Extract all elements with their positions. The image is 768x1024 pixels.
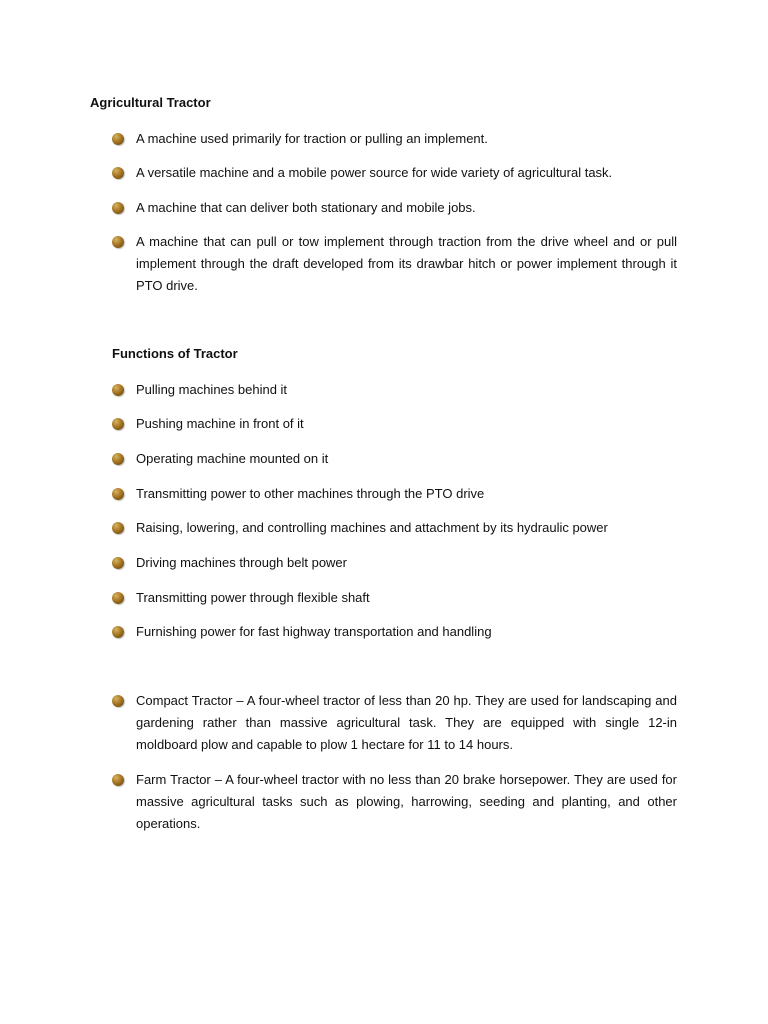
list-item (112, 590, 677, 609)
list-item (112, 520, 677, 539)
list-item (112, 555, 677, 574)
list-item (112, 693, 677, 756)
list-item-text: Operating machine mounted on it (136, 451, 329, 466)
heading-agricultural-tractor: Agricultural Tractor (90, 95, 211, 110)
list-item (112, 624, 677, 643)
list-item-text: A machine that can pull or tow implement through traction from the drive wheel and or pull implement through the draft developed from its drawbar hitch or power implement through it PTO drive. (136, 234, 677, 293)
list-item-text: Pushing machine in front of it (136, 416, 304, 431)
list-item (112, 486, 677, 505)
list-item (112, 416, 677, 435)
list-item-text: Pulling machines behind it (136, 382, 288, 397)
bullet-icon (112, 453, 124, 465)
list-item (112, 165, 677, 184)
list-item-text: A machine that can deliver both stationary and mobile jobs. (136, 200, 476, 215)
list-item-text: Furnishing power for fast highway transportation and handling (136, 624, 492, 639)
bullet-icon (112, 774, 124, 786)
list-item-text: A versatile machine and a mobile power source for wide variety of agricultural task. (136, 165, 613, 180)
list-item-text: Farm Tractor – A four-wheel tractor with no less than 20 brake horsepower. They are used for massive agricultural tasks such as plowing, harrowing, seeding and planting, and other operations. (136, 772, 677, 831)
bullet-icon (112, 418, 124, 430)
list-item (112, 200, 677, 219)
bullet-icon (112, 522, 124, 534)
list-item-text: Transmitting power through flexible shaft (136, 590, 370, 605)
list-item (112, 772, 677, 835)
bullet-icon (112, 167, 124, 179)
list-item-text: Driving machines through belt power (136, 555, 347, 570)
list-item-text: A machine used primarily for traction or pulling an implement. (136, 131, 488, 146)
list-item (112, 234, 677, 297)
bullet-icon (112, 695, 124, 707)
list-item (112, 451, 677, 470)
bullet-icon (112, 384, 124, 396)
bullet-icon (112, 202, 124, 214)
bullet-icon (112, 626, 124, 638)
heading-functions-of-tractor: Functions of Tractor (112, 346, 238, 361)
list-item-text: Transmitting power to other machines through the PTO drive (136, 486, 485, 501)
list-item (112, 131, 677, 150)
bullet-icon (112, 592, 124, 604)
list-item-text: Compact Tractor – A four-wheel tractor of less than 20 hp. They are used for landscaping and gardening rather than massive agricultural task. They are equipped with single 12-in moldboard plow and capable to plow 1 hectare for 11 to 14 hours. (136, 693, 677, 752)
bullet-icon (112, 557, 124, 569)
bullet-icon (112, 488, 124, 500)
list-item (112, 382, 677, 401)
bullet-icon (112, 133, 124, 145)
list-item-text: Raising, lowering, and controlling machines and attachment by its hydraulic power (136, 520, 608, 535)
bullet-icon (112, 236, 124, 248)
